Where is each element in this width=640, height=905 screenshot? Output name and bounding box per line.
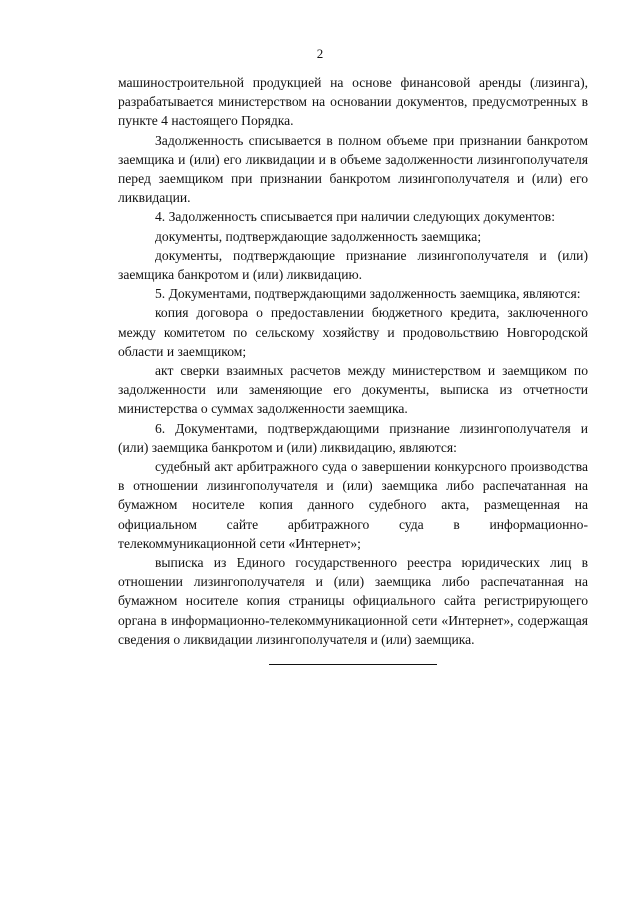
end-of-text-rule <box>118 664 588 666</box>
paragraph-court-act: судебный акт арбитражного суда о завершении конкурсного производства в отношении лизингополучателя и (или) заемщика либо распечатанная на бумажном носителе копия данного судебного акта, размещенная на официальном сайте арбитражного суда в информационно-телекоммуникационной сети «Интернет»; <box>118 459 588 551</box>
document-body <box>118 73 588 666</box>
paragraph-bankruptcy-documents: документы, подтверждающие признание лизингополучателя и (или) заемщика банкротом и (или) ликвидацию. <box>118 247 588 283</box>
paragraph-registry-extract: выписка из Единого государственного реестра юридических лиц в отношении лизингополучателя и (или) заемщика либо распечатанная на бумажном носителе копия страницы официального сайта регистрирующего органа в информационно-телекоммуникационной сети «Интернет», содержащая сведения о ликвидации лизингополучателя и (или) заемщика. <box>118 555 588 647</box>
paragraph-item-5: 5. Документами, подтверждающими задолженность заемщика, являются: <box>155 286 581 302</box>
paragraph-continuation: машиностроительной продукцией на основе финансовой аренды (лизинга), разрабатывается министерством на основании документов, предусмотренных в пункте 4 настоящего Порядка. <box>118 75 588 129</box>
paragraph-debt-documents: документы, подтверждающие задолженность заемщика; <box>155 228 482 244</box>
paragraph-item-6: 6. Документами, подтверждающими признание лизингополучателя и (или) заемщика банкротом и (или) ликвидацию, являются: <box>118 420 588 455</box>
page-number: 2 <box>316 46 324 61</box>
paragraph-write-off-scope: Задолженность списывается в полном объеме при признании банкротом заемщика и (или) его ликвидации и в объеме задолженности лизингополучателя перед заемщиком при признании банкротом лизингополучателя и (или) его ликвидации. <box>118 132 588 206</box>
paragraph-item-4: 4. Задолженность списывается при наличии следующих документов: <box>155 209 556 225</box>
paragraph-reconciliation-act: акт сверки взаимных расчетов между министерством и заемщиком по задолженности или заменяющие его документы, выписка из отчетности министерства о суммах задолженности заемщика. <box>118 363 588 417</box>
paragraph-loan-agreement-copy: копия договора о предоставлении бюджетного кредита, заключенного между комитетом по сельскому хозяйству и продовольствию Новгородской области и заемщиком; <box>118 305 588 359</box>
end-rule-line <box>269 664 437 665</box>
